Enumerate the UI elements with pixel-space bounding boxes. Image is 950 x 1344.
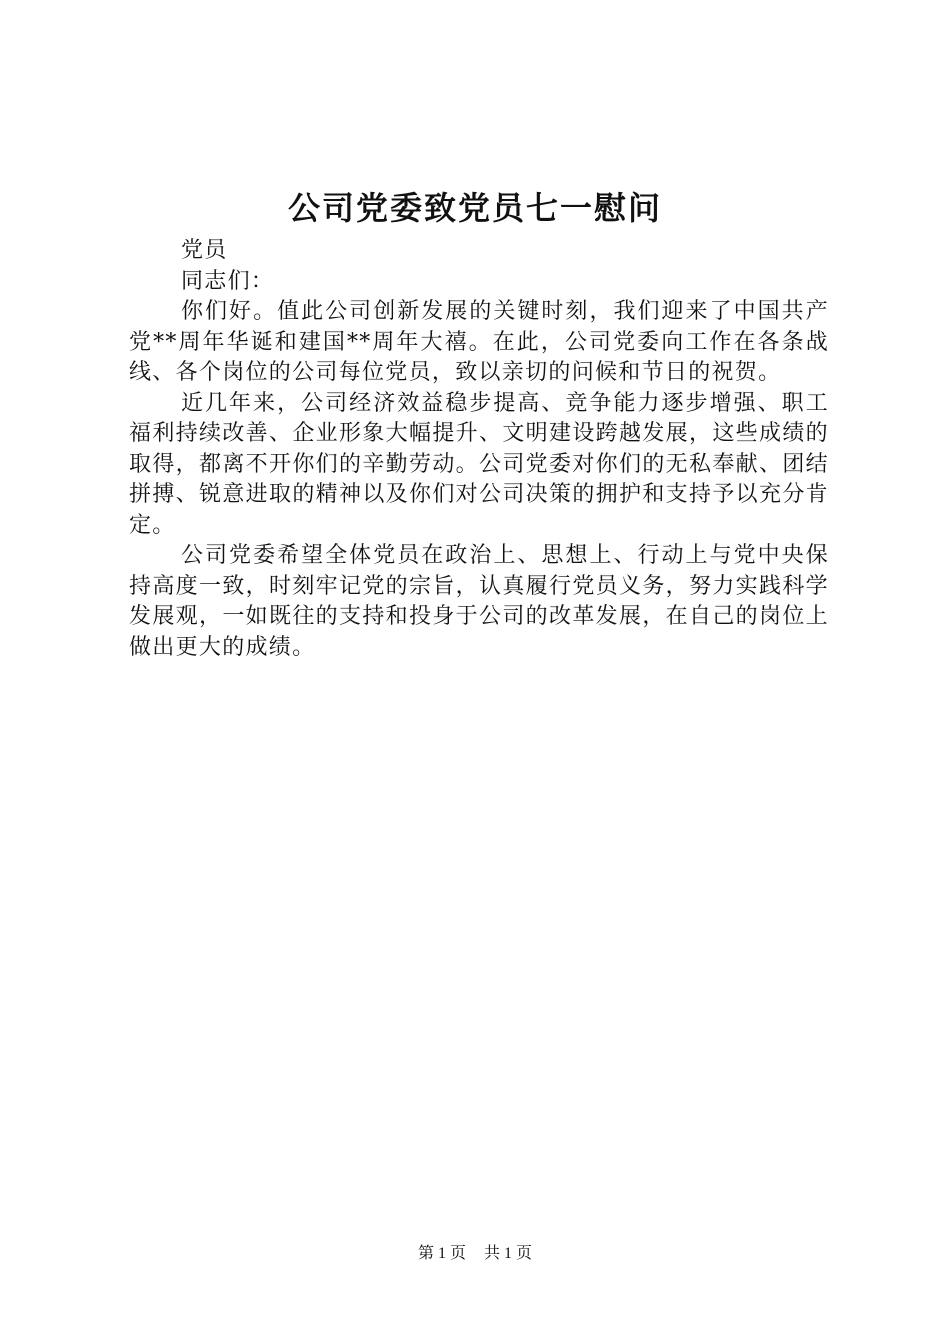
paragraph-1: 你们好。值此公司创新发展的关键时刻，我们迎来了中国共产党**周年华诞和建国**周年大禧。在此，公司党委向工作在各条战线、各个岗位的公司每位党员，致以亲切的问候和节日的祝贺。 (129, 299, 829, 385)
salutation-line-2: 同志们： (181, 268, 275, 294)
page-footer (0, 1242, 950, 1266)
page-total: 共 1 页 (484, 1245, 533, 1262)
paragraph-2: 近几年来，公司经济效益稳步提高、竞争能力逐步增强、职工福利持续改善、企业形象大幅提升、文明建设跨越发展，这些成绩的取得，都离不开你们的辛勤劳动。公司党委对你们的无私奉献、团结拼搏、锐意进取的精神以及你们对公司决策的拥护和支持予以充分肯定。 (129, 390, 829, 538)
paragraph-3: 公司党委希望全体党员在政治上、思想上、行动上与党中央保持高度一致，时刻牢记党的宗旨，认真履行党员义务，努力实践科学发展观，一如既往的支持和投身于公司的改革发展，在自己的岗位上做出更大的成绩。 (129, 543, 829, 660)
page-number: 第 1 页 (417, 1245, 466, 1262)
salutation-line-1: 党员 (181, 238, 228, 263)
document-body (129, 236, 829, 663)
document-title: 公司党委致党员七一慰问 (287, 189, 662, 227)
